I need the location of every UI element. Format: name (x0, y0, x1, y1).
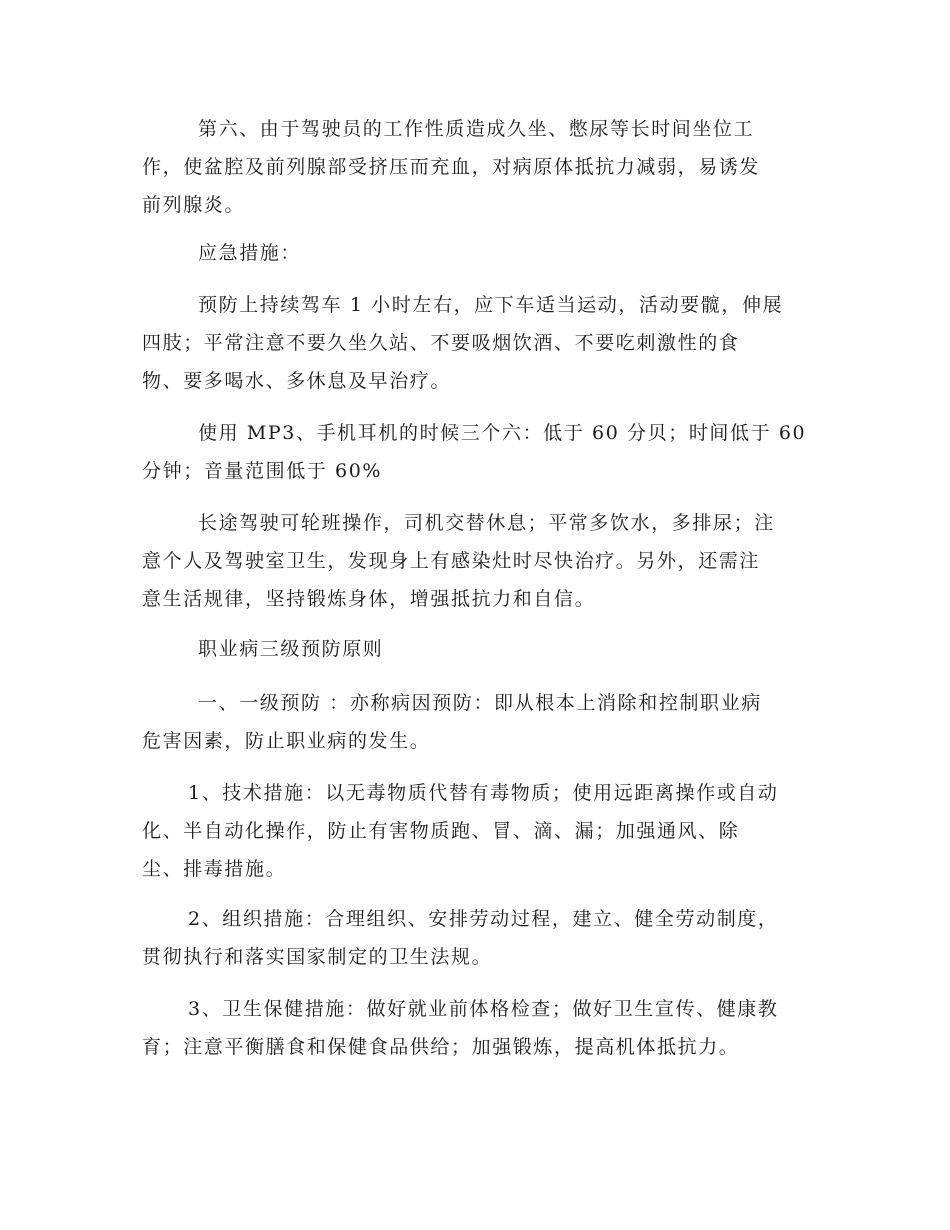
paragraph-technical-measures (142, 774, 822, 888)
paragraph-health-measures (142, 990, 822, 1066)
paragraph-line: 危害因素，防止职业病的发生。 (142, 730, 431, 752)
paragraph-line: 3、卫生保健措施：做好就业前体格检查；做好卫生宣传、健康教 (188, 998, 779, 1020)
paragraph-earphone-rule (142, 414, 822, 490)
paragraph-line: 前列腺炎。 (142, 194, 246, 216)
paragraph-line: 意生活规律，坚持锻炼身体，增强抵抗力和自信。 (142, 588, 596, 610)
paragraph-line: 育；注意平衡膳食和保健食品供给；加强锻炼，提高机体抵抗力。 (142, 1036, 740, 1058)
paragraph-line: 1、技术措施：以无毒物质代替有毒物质；使用远距离操作或自动 (188, 782, 779, 804)
paragraph-line: 化、半自动化操作，防止有害物质跑、冒、滴、漏；加强通风、除 (142, 820, 740, 842)
paragraph-line: 尘、排毒措施。 (142, 858, 287, 880)
paragraph-three-level-heading (142, 630, 822, 668)
paragraph-line: 物、要多喝水、多休息及早治疗。 (142, 370, 452, 392)
paragraph-organizational-measures (142, 900, 822, 976)
paragraph-line: 贯彻执行和落实国家制定的卫生法规。 (142, 946, 493, 968)
paragraph-prevention-driving (142, 286, 822, 400)
paragraph-line: 使用 MP3、手机耳机的时候三个六：低于 60 分贝；时间低于 60 (198, 422, 807, 444)
paragraph-line: 作，使盆腔及前列腺部受挤压而充血，对病原体抵抗力减弱，易诱发 (142, 156, 761, 178)
paragraph-line: 职业病三级预防原则 (198, 638, 384, 660)
paragraph-line: 一、一级预防 ：亦称病因预防：即从根本上消除和控制职业病 (198, 692, 762, 714)
paragraph-emergency-heading (142, 234, 822, 272)
paragraph-primary-prevention (142, 684, 822, 760)
paragraph-driver-occupation (142, 110, 822, 224)
paragraph-line: 四肢；平常注意不要久坐久站、不要吸烟饮酒、不要吃刺激性的食 (142, 332, 740, 354)
paragraph-long-distance (142, 504, 822, 618)
paragraph-line: 长途驾驶可轮班操作，司机交替休息；平常多饮水，多排尿；注 (198, 512, 775, 534)
paragraph-line: 分钟；音量范围低于 60% (142, 460, 383, 482)
paragraph-line: 预防上持续驾车 1 小时左右，应下车适当运动，活动要髋，伸展 (198, 294, 784, 316)
paragraph-line: 第六、由于驾驶员的工作性质造成久坐、憋尿等长时间坐位工 (198, 118, 755, 140)
paragraph-line: 2、组织措施：合理组织、安排劳动过程，建立、健全劳动制度， (188, 908, 779, 930)
paragraph-line: 应急措施： (198, 242, 302, 264)
paragraph-line: 意个人及驾驶室卫生，发现身上有感染灶时尽快治疗。另外，还需注 (142, 550, 761, 572)
